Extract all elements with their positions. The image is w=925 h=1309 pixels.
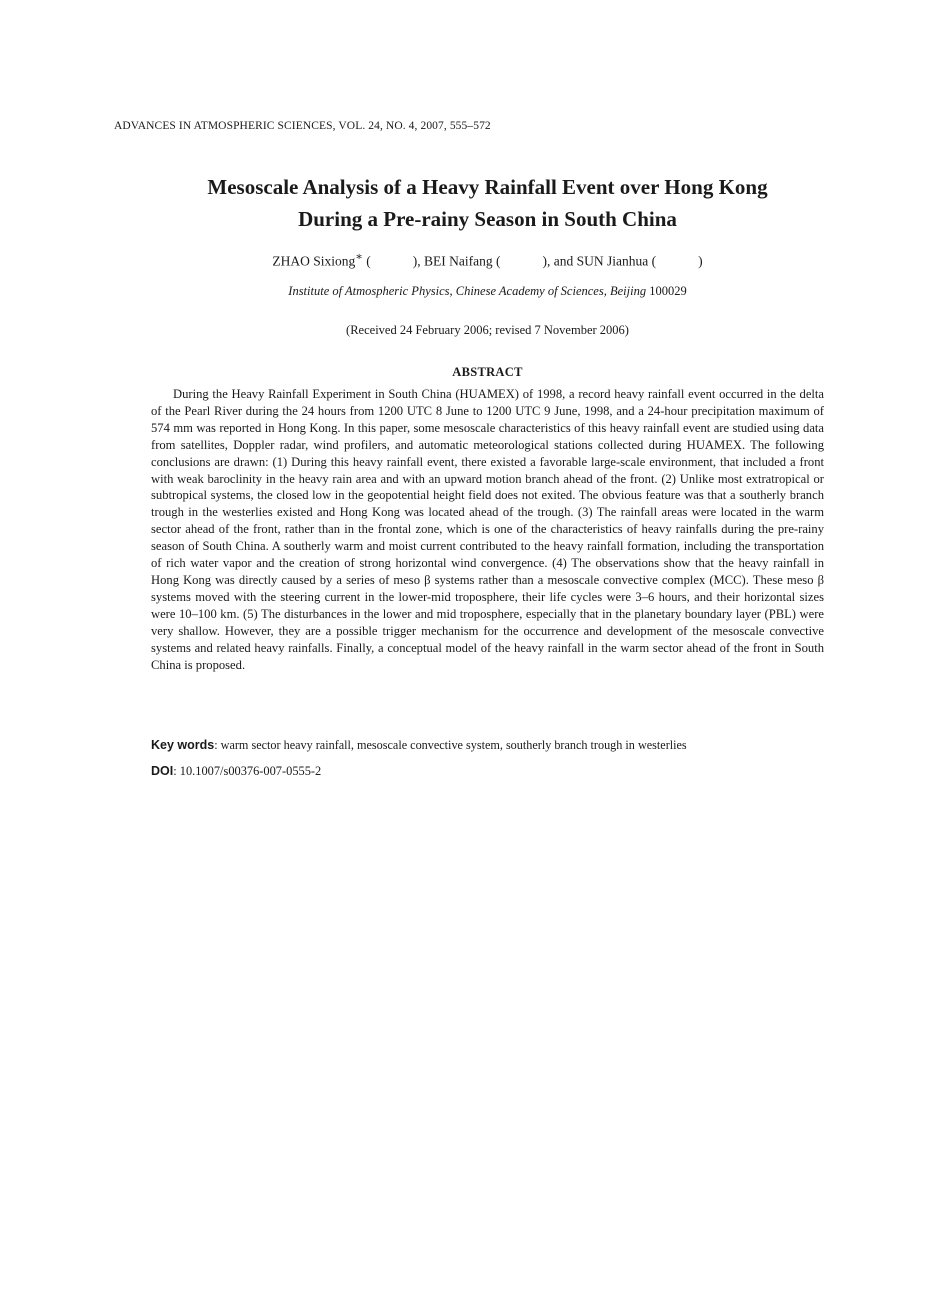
abstract-heading: ABSTRACT bbox=[452, 365, 523, 379]
author-paren-open: ( bbox=[492, 253, 501, 269]
paper-title-line-1: Mesoscale Analysis of a Heavy Rainfall Event over Hong Kong bbox=[207, 175, 768, 199]
keywords bbox=[151, 738, 831, 753]
doi-value[interactable]: 10.1007/s00376-007-0555-2 bbox=[179, 764, 322, 778]
journal-header: ADVANCES IN ATMOSPHERIC SCIENCES, VOL. 24, NO. 4, 2007, 555–572 bbox=[114, 120, 491, 132]
keywords-separator: : bbox=[214, 738, 221, 752]
affiliation-postcode: 100029 bbox=[646, 284, 687, 298]
author-name: BEI Naifang bbox=[424, 253, 493, 269]
author-paren-close: ), and bbox=[542, 253, 577, 269]
author-paren-open: ( bbox=[362, 253, 371, 269]
received-dates: (Received 24 February 2006; revised 7 November 2006) bbox=[346, 323, 629, 337]
corresponding-author-mark: ∗ bbox=[355, 251, 363, 263]
author-list bbox=[0, 250, 925, 270]
affiliation bbox=[0, 284, 925, 299]
author-name: SUN Jianhua bbox=[576, 253, 649, 269]
affiliation-institute: Institute of Atmospheric Physics, Chinese Academy of Sciences, Beijing bbox=[288, 284, 647, 298]
doi bbox=[151, 764, 321, 779]
paper-title-line-2: During a Pre-rainy Season in South China bbox=[298, 207, 677, 231]
doi-separator: : bbox=[173, 764, 180, 778]
doi-label: DOI bbox=[151, 764, 174, 778]
author-paren-close: ) bbox=[698, 253, 703, 269]
author-name: ZHAO Sixiong bbox=[272, 253, 356, 269]
keywords-text: warm sector heavy rainfall, mesoscale convective system, southerly branch trough in westerlies bbox=[220, 738, 687, 752]
keywords-label: Key words bbox=[151, 738, 215, 752]
abstract-body: During the Heavy Rainfall Experiment in South China (HUAMEX) of 1998, a record heavy rainfall event occurred in the delta of the Pearl River during the 24 hours from 1200 UTC 8 June to 1200 UTC 9 June, 1998, and a 24-hour precipitation maximum of 574 mm was reported in Hong Kong. In this paper, some mesoscale characteristics of this heavy rainfall event are studied using data from satellites, Doppler radar, wind profilers, and automatic meteorological stations collected during HUAMEX. The following conclusions are drawn: (1) During this heavy rainfall event, there existed a favorable large-scale environment, that included a front with weak baroclinity in the heavy rain area and with an upward motion branch ahead of the front. (2) Unlike most extratropical or subtropical systems, the closed low in the geopotential height field does not exited. The obvious feature was that a southerly branch trough in the westerlies existed and Hong Kong was located ahead of the trough. (3) The rainfall areas were located in the warm sector ahead of the front, rather than in the frontal zone, which is one of the characteristics of heavy rainfalls during the pre-rainy season of South China. A southerly warm and moist current contributed to the heavy rainfall formation, including the transportation of rich water vapor and the creation of strong horizontal wind convergence. (4) The observations show that the heavy rainfall in Hong Kong was directly caused by a series of meso β systems rather than a mesoscale convective complex (MCC). These meso β systems moved with the steering current in the lower-mid troposphere, their life cycles were 3–6 hours, and their horizontal sizes were 10–100 km. (5) The disturbances in the lower and mid troposphere, especially that in the planetary boundary layer (PBL) were very shallow. However, they are a possible trigger mechanism for the occurrence and development of the mesoscale convective systems and related heavy rainfalls. Finally, a conceptual model of the heavy rainfall in the warm sector ahead of the front in South China is proposed. bbox=[151, 387, 824, 672]
author-paren-close: ), bbox=[412, 253, 425, 269]
author-paren-open: ( bbox=[648, 253, 657, 269]
